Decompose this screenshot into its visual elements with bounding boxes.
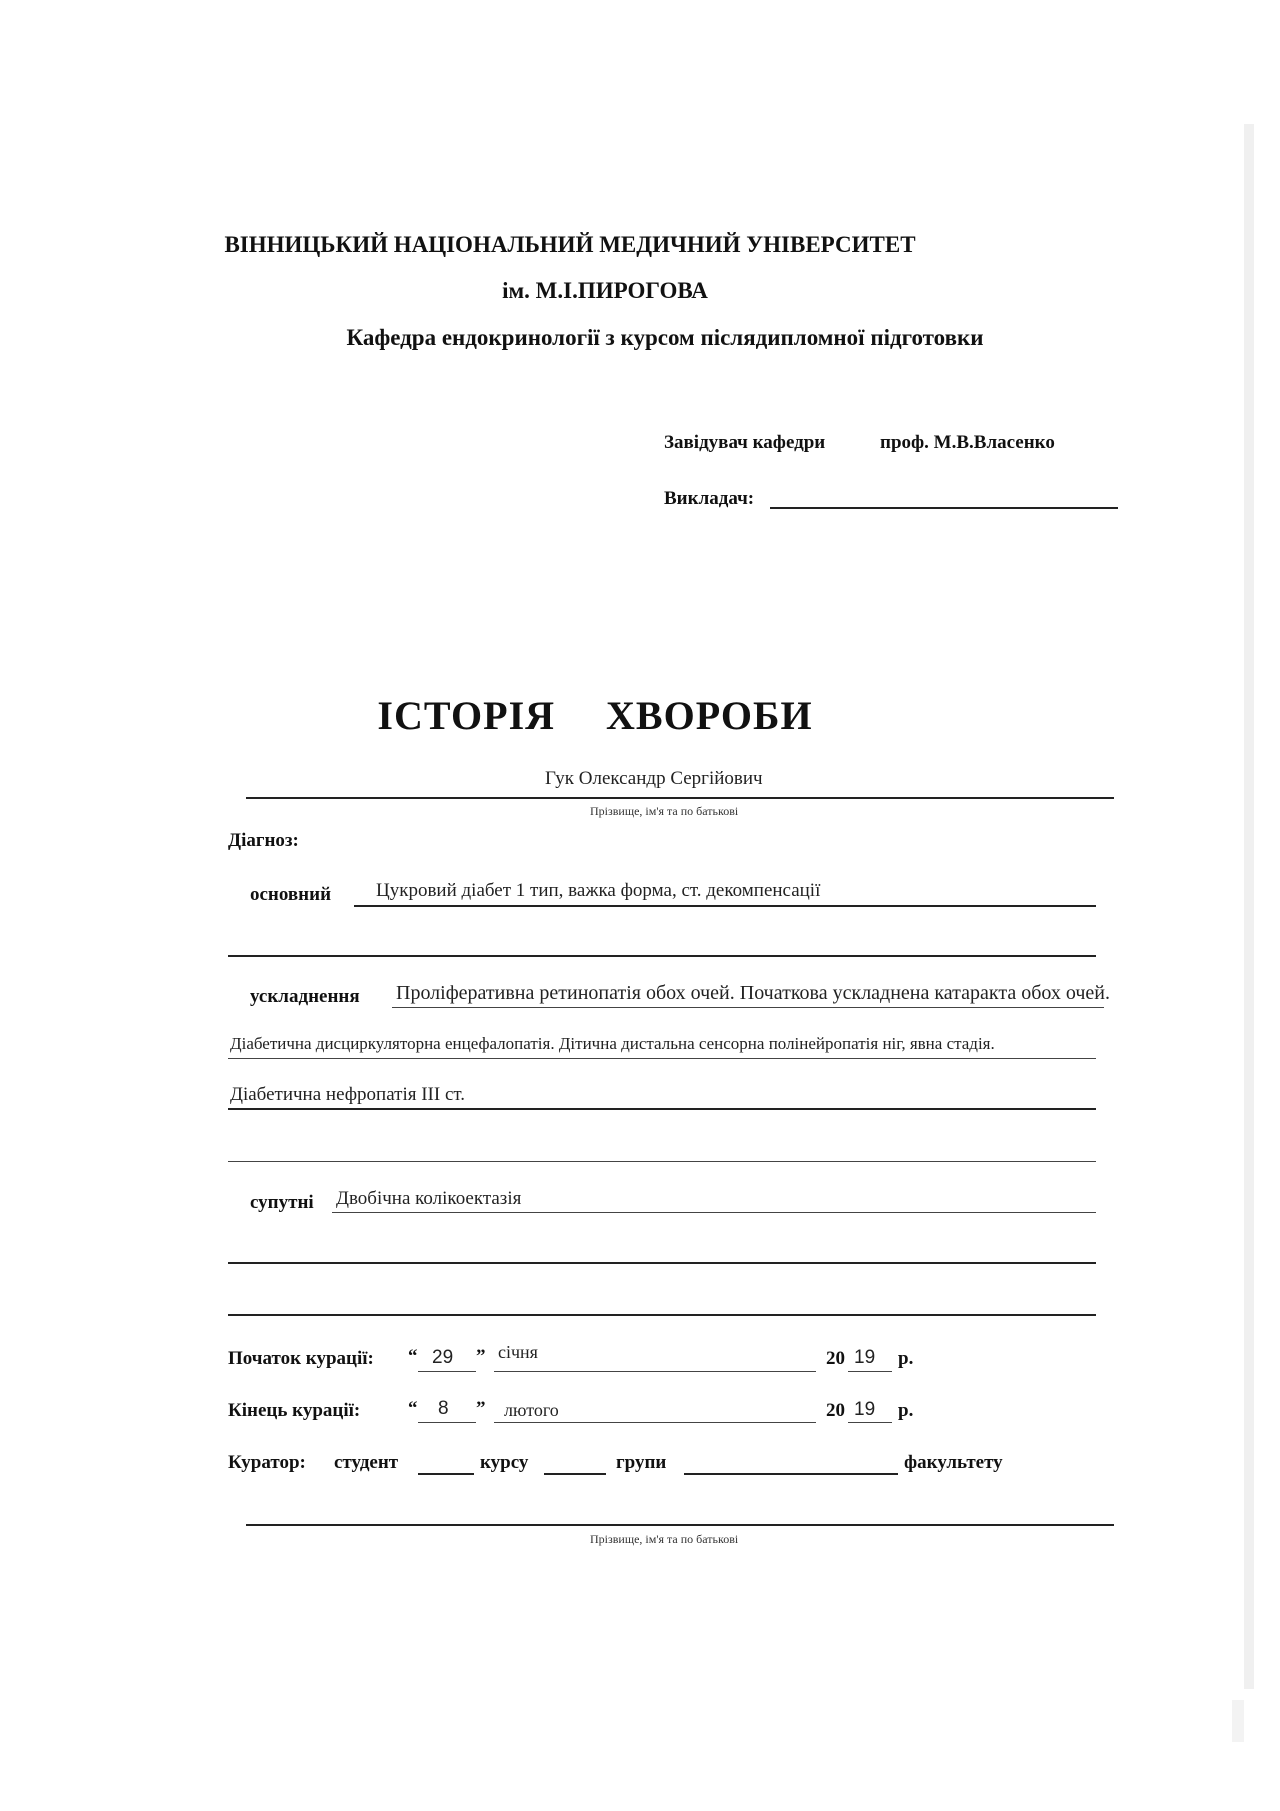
complications-line-2: Діабетична дисциркуляторна енцефалопатія. Дітична дистальна сенсорна полінейропатія ніг, явна стадія. bbox=[230, 1034, 995, 1053]
curator-label: Куратор: bbox=[228, 1452, 306, 1473]
curation-end-year: 19 bbox=[854, 1399, 876, 1420]
curation-start-day: 29 bbox=[432, 1347, 454, 1368]
teacher-line bbox=[770, 507, 1118, 509]
concomitant-underline-2 bbox=[228, 1262, 1096, 1264]
patient-name-caption: Прізвище, ім'я та по батькові bbox=[590, 804, 739, 818]
main-diagnosis-value: Цукровий діабет 1 тип, важка форма, ст. декомпенсації bbox=[376, 880, 821, 901]
complications-underline-2 bbox=[228, 1058, 1096, 1059]
curation-end-day: 8 bbox=[438, 1398, 449, 1419]
university-name: ВІННИЦЬКИЙ НАЦІОНАЛЬНИЙ МЕДИЧНИЙ УНІВЕРСИТЕТ bbox=[224, 232, 916, 257]
head-name: проф. М.В.Власенко bbox=[880, 432, 1055, 453]
curation-end-month: лютого bbox=[504, 1400, 559, 1420]
main-diagnosis-line-2 bbox=[228, 955, 1096, 957]
patient-name: Гук Олександр Сергійович bbox=[545, 768, 763, 789]
complications-line-3: Діабетична нефропатія ІІІ ст. bbox=[230, 1084, 466, 1105]
start-month-line bbox=[494, 1371, 816, 1372]
curation-end-label: Кінець курації: bbox=[228, 1400, 361, 1421]
start-year-suffix: р. bbox=[898, 1348, 914, 1369]
teacher-label: Викладач: bbox=[664, 488, 755, 509]
patient-name-line bbox=[246, 797, 1114, 799]
end-open-quote: “ bbox=[408, 1398, 418, 1419]
head-label: Завідувач кафедри bbox=[664, 432, 826, 453]
start-day-line bbox=[418, 1371, 476, 1372]
concomitant-underline-3 bbox=[228, 1314, 1096, 1316]
group-line bbox=[544, 1473, 606, 1475]
main-diagnosis-line bbox=[354, 905, 1096, 907]
end-day-line bbox=[418, 1422, 476, 1423]
curator-name-line bbox=[246, 1524, 1114, 1526]
end-year-prefix: 20 bbox=[826, 1400, 845, 1421]
curator-course: курсу bbox=[480, 1452, 529, 1473]
department-name: Кафедра ендокринології з курсом післядипломної підготовки bbox=[346, 325, 984, 350]
university-named-after: ім. М.І.ПИРОГОВА bbox=[502, 278, 708, 303]
course-line bbox=[418, 1473, 474, 1475]
end-month-line bbox=[494, 1422, 816, 1423]
end-close-quote: ” bbox=[476, 1398, 486, 1419]
diagnosis-label: Діагноз: bbox=[228, 830, 299, 851]
curator-group: групи bbox=[616, 1452, 667, 1473]
scrollbar-track[interactable] bbox=[1244, 124, 1254, 1689]
curator-student: студент bbox=[334, 1452, 399, 1473]
end-year-suffix: р. bbox=[898, 1400, 914, 1421]
complications-underline-1 bbox=[392, 1007, 1104, 1008]
curation-start-month: січня bbox=[498, 1342, 538, 1362]
concomitant-underline bbox=[332, 1212, 1096, 1213]
complications-line-1: Проліферативна ретинопатія обох очей. Початкова ускладнена катаракта обох очей. bbox=[396, 982, 1111, 1004]
curation-start-label: Початок курації: bbox=[228, 1348, 374, 1369]
end-year-line bbox=[848, 1422, 892, 1423]
faculty-line bbox=[684, 1473, 898, 1475]
start-year-line bbox=[848, 1371, 892, 1372]
complications-underline-3 bbox=[228, 1108, 1096, 1110]
page-title: ІСТОРІЯ ХВОРОБИ bbox=[377, 693, 813, 738]
scrollbar-thumb[interactable] bbox=[1232, 1700, 1244, 1742]
start-open-quote: “ bbox=[408, 1346, 418, 1367]
concomitant-value: Двобічна колікоектазія bbox=[336, 1188, 522, 1209]
start-close-quote: ” bbox=[476, 1346, 486, 1367]
concomitant-label: супутні bbox=[250, 1192, 314, 1213]
complications-label: ускладнення bbox=[250, 986, 360, 1007]
curator-name-caption: Прізвище, ім'я та по батькові bbox=[590, 1532, 739, 1546]
complications-underline-4 bbox=[228, 1161, 1096, 1162]
start-year-prefix: 20 bbox=[826, 1348, 845, 1369]
curation-start-year: 19 bbox=[854, 1347, 876, 1368]
curator-faculty: факультету bbox=[904, 1452, 1003, 1473]
main-diagnosis-label: основний bbox=[250, 884, 332, 905]
